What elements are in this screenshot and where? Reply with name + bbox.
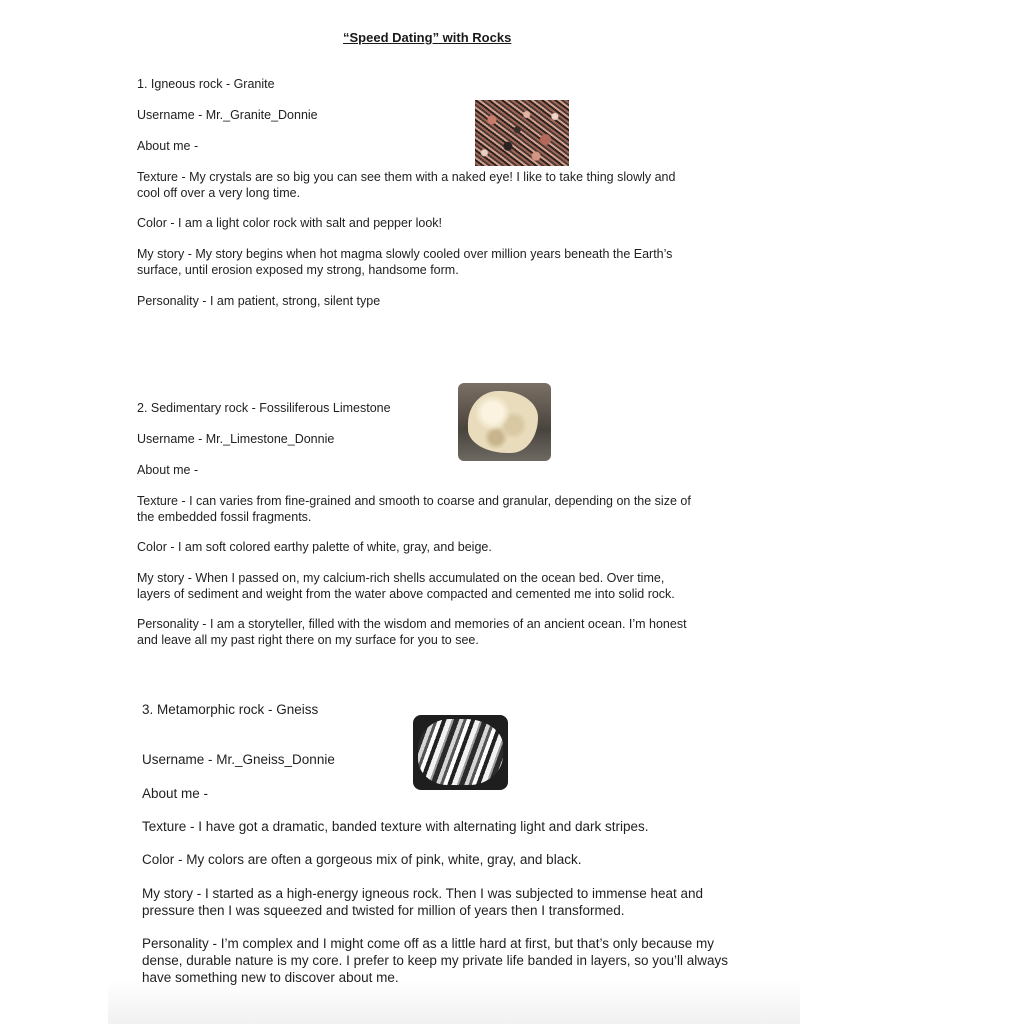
rock-personality-line: dense, durable nature is my core. I prefer to keep my private life banded in layers, so you’ll always [142, 953, 729, 968]
rock-personality-line: Personality - I am a storyteller, filled with the wisdom and memories of an ancient ocean. I’m honest [137, 617, 687, 631]
rock-heading: 1. Igneous rock - Granite [137, 77, 275, 91]
rock-personality-line: Personality - I am patient, strong, silent type [137, 294, 381, 308]
rock-color-line: Color - My colors are often a gorgeous mix of pink, white, gray, and black. [142, 852, 582, 867]
rock-personality-line: Personality - I’m complex and I might come off as a little hard at first, but that’s only because my [142, 936, 715, 951]
rock-story-line: surface, until erosion exposed my strong, handsome form. [137, 263, 459, 277]
rock-heading: 3. Metamorphic rock - Gneiss [142, 702, 319, 717]
rock-story-line: layers of sediment and weight from the water above compacted and cemented me into solid rock. [137, 587, 675, 601]
rock-texture-line: cool off over a very long time. [137, 186, 301, 200]
rock-texture-line: Texture - My crystals are so big you can see them with a naked eye! I like to take thing slowly and [137, 170, 676, 184]
granite-photo [475, 100, 569, 166]
rock-personality-line: have something new to discover about me. [142, 970, 399, 985]
rock-story-line: pressure then I was squeezed and twisted for million of years then I transformed. [142, 903, 625, 918]
gneiss-photo [413, 715, 508, 790]
rock-texture-line: Texture - I have got a dramatic, banded texture with alternating light and dark stripes. [142, 819, 649, 834]
rock-color-line: Color - I am soft colored earthy palette of white, gray, and beige. [137, 540, 492, 554]
rock-username: Username - Mr._Gneiss_Donnie [142, 752, 335, 767]
limestone-photo [458, 383, 551, 461]
rock-about-label: About me - [137, 139, 199, 153]
rock-about-label: About me - [142, 786, 209, 801]
rock-username: Username - Mr._Limestone_Donnie [137, 432, 335, 446]
rock-story-line: My story - I started as a high-energy igneous rock. Then I was subjected to immense heat and [142, 886, 704, 901]
rock-story-line: My story - My story begins when hot magma slowly cooled over million years beneath the Earth’s [137, 247, 673, 261]
page-bottom-shadow [108, 980, 800, 1024]
rock-username: Username - Mr._Granite_Donnie [137, 108, 318, 122]
rock-story-line: My story - When I passed on, my calcium-rich shells accumulated on the ocean bed. Over time, [137, 571, 665, 585]
rock-texture-line: the embedded fossil fragments. [137, 510, 312, 524]
rock-personality-line: and leave all my past right there on my surface for you to see. [137, 633, 479, 647]
document-title: “Speed Dating” with Rocks [343, 30, 512, 45]
rock-texture-line: Texture - I can varies from fine-grained and smooth to coarse and granular, depending on the size of [137, 494, 691, 508]
rock-heading: 2. Sedimentary rock - Fossiliferous Limestone [137, 401, 391, 415]
rock-color-line: Color - I am a light color rock with salt and pepper look! [137, 216, 442, 230]
rock-about-label: About me - [137, 463, 199, 477]
